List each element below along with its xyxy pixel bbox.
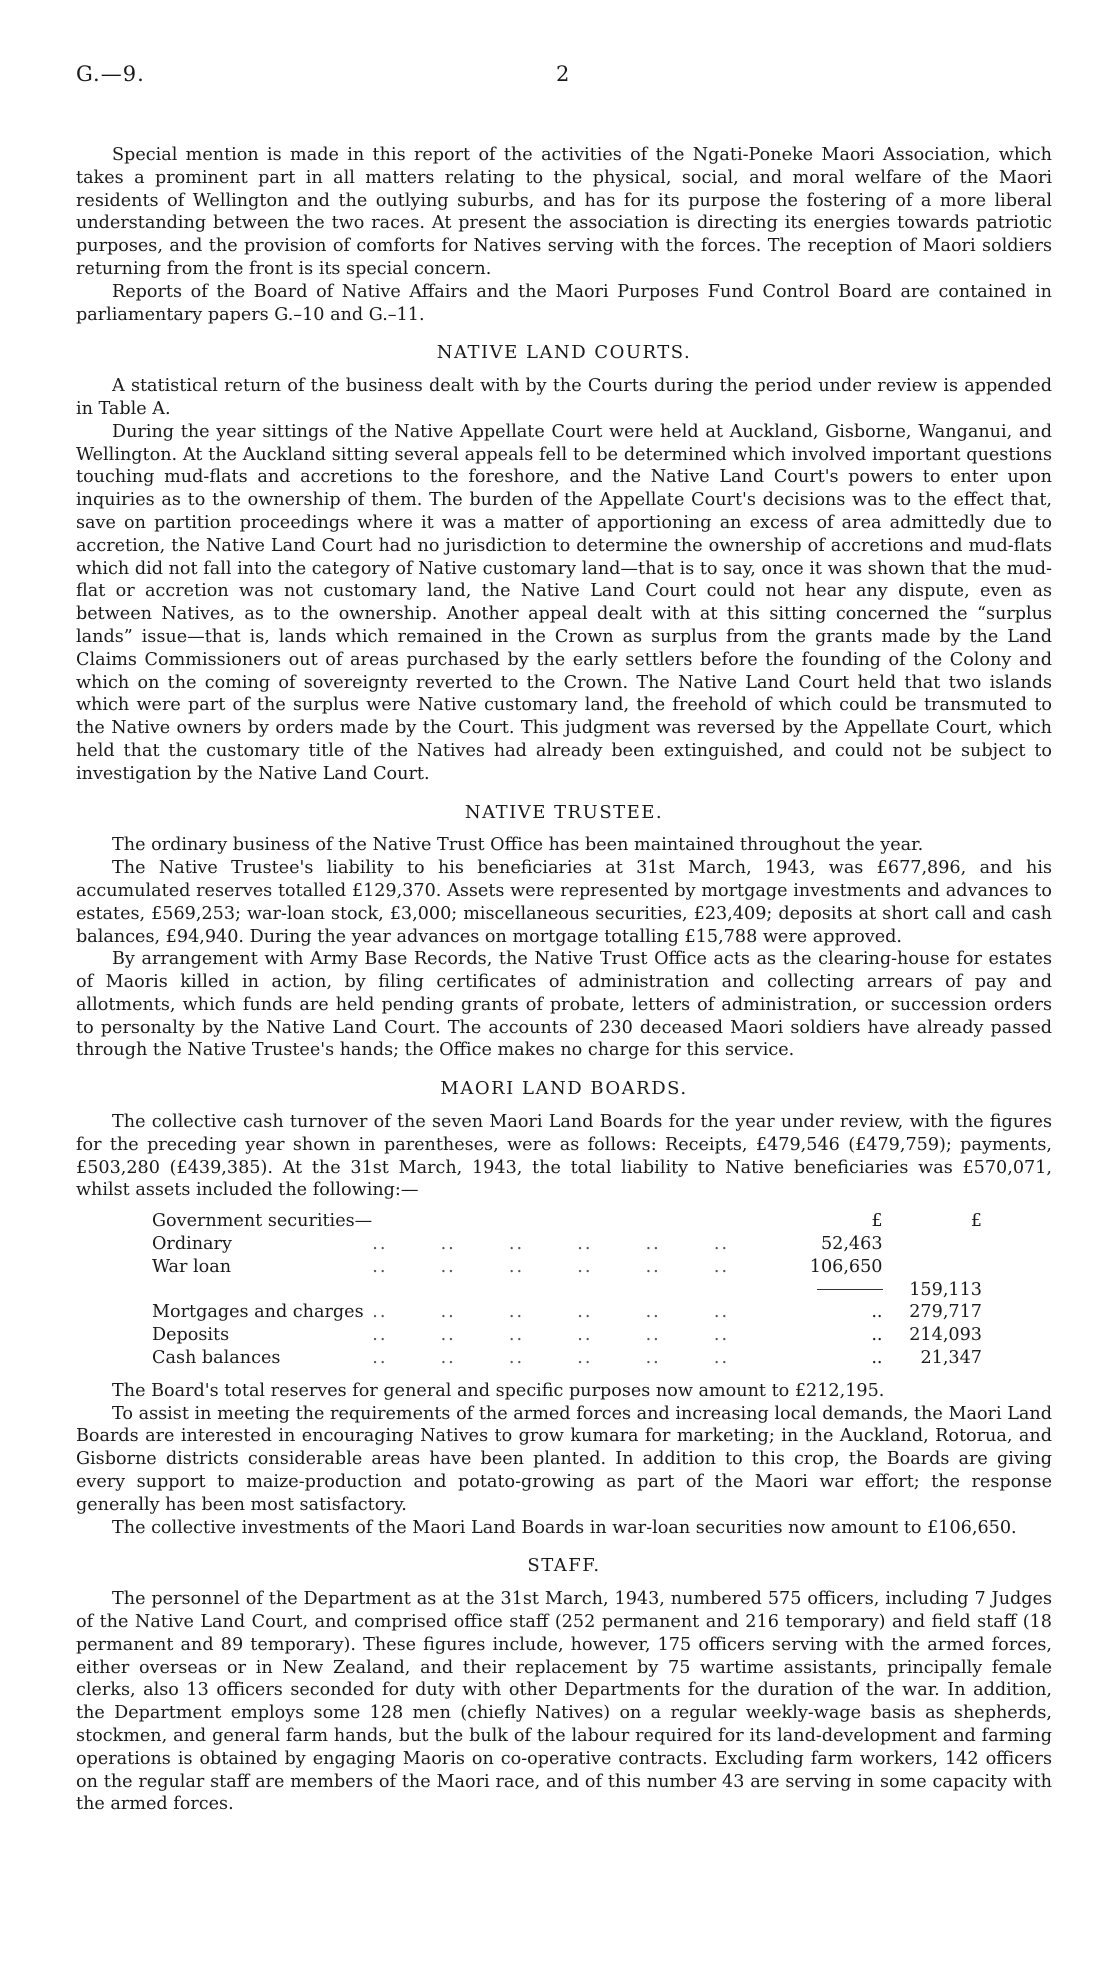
paragraph: The Board's total reserves for general and specific purposes now amount to £212,195. xyxy=(112,1380,885,1401)
table-row xyxy=(152,1233,982,1256)
row-amount: 52,463 xyxy=(820,1234,883,1255)
column-header: £ xyxy=(970,1211,982,1232)
row-label: Mortgages and charges xyxy=(152,1302,364,1323)
paragraph: To assist in meeting the requirements of the armed forces and increasing local demands, the Maori Land Boards are interested in encouraging Natives to grow kumara for marketing; in the Auckland, Rotorua, and Gisborne districts considerable areas have been planted. In addition to this crop, the Boards are giving every support to maize-production and potato-growing as part of the Maori war effort; the response generally has been most satisfactory. xyxy=(76,1403,1052,1515)
column-header: £ xyxy=(871,1211,883,1232)
table-header-row xyxy=(152,1210,982,1233)
paragraph: By arrangement with Army Base Records, the Native Trust Office acts as the clearing-house for estates of Maoris killed in action, by filing certificates of administration and collecting arrears of pay and allotments, which funds are held pending grants of probate, letters of administration, or succession orders to personalty by the Native Land Court. The accounts of 230 deceased Maori soldiers have already passed through the Native Trustee's hands; the Office makes no charge for this service. xyxy=(76,949,1052,1061)
row-label: Cash balances xyxy=(152,1348,281,1369)
row-label: Ordinary xyxy=(152,1234,232,1255)
section-heading-staff: STAFF. xyxy=(527,1555,601,1577)
leader-dots: .. .. .. .. .. .. xyxy=(372,1325,730,1346)
table-row: Mortgages and charges .. .. .. .. .. .. .. 279,717 xyxy=(152,1302,982,1323)
paragraph: The collective cash turnover of the seven Maori Land Boards for the year under review, with the figures for the preceding year shown in parentheses, were as follows: Receipts, £479,546 (£479,759); payments, £503,280 (£439,385). At the 31st March, 1943, the total liability to Native beneficiaries was £570,071, whilst assets included the following:— xyxy=(76,1112,1052,1201)
paragraph: The ordinary business of the Native Trust Office has been maintained throughout the year. xyxy=(112,835,924,856)
paragraph: The personnel of the Department as at the 31st March, 1943, numbered 575 officers, including 7 Judges of the Native Land Court, and comprised office staff (252 permanent and 216 temporary) and field staff (18 permanent and 89 temporary). These figures include, however, 175 officers serving with the armed forces, either overseas or in New Zealand, and their replacement by 75 wartime assistants, principally female clerks, also 13 officers seconded for duty with other Departments for the duration of the war. In addition, the Department employs some 128 men (chiefly Natives) on a regular weekly-wage basis as shepherds, stockmen, and general farm hands, but the bulk of the labour required for its land-development and farming operations is obtained by engaging Maoris on co-operative contracts. Excluding farm workers, 142 officers on the regular staff are members of the Maori race, and of this number 43 are serving in some capacity with the armed forces. xyxy=(76,1589,1052,1815)
section-heading-native-trustee: NATIVE TRUSTEE. xyxy=(464,801,664,823)
row-label: War loan xyxy=(152,1256,232,1277)
document-page xyxy=(76,56,1052,1816)
row-label: Deposits xyxy=(152,1325,230,1346)
paragraph: The Native Trustee's liability to his beneficiaries at 31st March, 1943, was £677,896, and his accumulated reserves totalled £129,370. Assets were represented by mortgage investments and advances to estates, £569,253; war-loan stock, £3,000; miscellaneous securities, £23,409; deposits at short call and cash balances, £94,940. During the year advances on mortgage totalling £15,788 were approved. xyxy=(76,858,1052,947)
section-heading-native-land-courts: NATIVE LAND COURTS. xyxy=(436,342,692,364)
section-heading-maori-land-boards: MAORI LAND BOARDS. xyxy=(440,1078,688,1100)
paragraph: The collective investments of the Maori Land Boards in war-loan securities now amount to £106,650. xyxy=(112,1517,1017,1538)
page-header xyxy=(76,56,1052,96)
row-amount: 279,717 xyxy=(909,1302,982,1323)
table-row: Cash balances .. .. .. .. .. .. .. 21,347 xyxy=(152,1348,982,1369)
table-row xyxy=(152,1256,982,1279)
leader-dots: .. .. .. .. .. .. xyxy=(372,1302,730,1323)
paragraph: During the year sittings of the Native Appellate Court were held at Auckland, Gisborne, Wanganui, and Wellington. At the Auckland sitting several appeals fell to be determined which involved important questions touching mud-flats and accretions to the foreshore, and the Native Land Court's powers to enter upon inquiries as to the ownership of them. The burden of the Appellate Court's decisions was to the effect that, save on partition proceedings where it was a matter of apportioning an excess of area admittedly due to accretion, the Native Land Court had no jurisdiction to determine the ownership of accretions and mud-flats which did not fall into the category of Native customary land—that is to say, once it was shown that the mud-flat or accretion was not customary land, the Native Land Court could not hear any dispute, even as between Natives, as to the ownership. Another appeal dealt with at this sitting concerned the “surplus lands” issue—that is, lands which remained in the Crown as surplus from the grants made by the Land Claims Commissioners out of areas purchased by the early settlers before the founding of the Colony and which on the coming of sovereignty reverted to the Crown. The Native Land Court held that two islands which were part of the surplus were Native customary land, the freehold of which could be transmuted to the Native owners by orders made by the Court. This judgment was reversed by the Appellate Court, which held that the customary title of the Natives had already been extinguished, and could not be subject to investigation by the Native Land Court. xyxy=(76,421,1052,784)
leader-dots: .. .. .. .. .. .. xyxy=(372,1256,730,1277)
document-code: G.—9. xyxy=(76,62,145,86)
paragraph: A statistical return of the business dealt with by the Courts during the period under review is appended in Table A. xyxy=(76,376,1052,419)
leader-dots: .. .. .. .. .. .. xyxy=(372,1234,730,1255)
table-row: Deposits .. .. .. .. .. .. .. 214,093 xyxy=(152,1325,982,1346)
row-amount: 106,650 xyxy=(809,1256,883,1277)
assets-table xyxy=(152,1210,982,1370)
subtotal-rule xyxy=(817,1289,883,1290)
subtotal-row xyxy=(152,1279,982,1302)
group-label: Government securities— xyxy=(152,1211,373,1232)
leader-dots: .. .. .. .. .. .. xyxy=(372,1348,730,1369)
subtotal-amount: 159,113 xyxy=(909,1279,982,1300)
document-body xyxy=(76,144,1052,1816)
page-number: 2 xyxy=(556,62,570,86)
row-amount: 214,093 xyxy=(909,1325,982,1346)
paragraph: Special mention is made in this report of the activities of the Ngati-Poneke Maori Association, which takes a prominent part in all matters relating to the physical, social, and moral welfare of the Maori residents of Wellington and the outlying suburbs, and has for its purpose the fostering of a more liberal understanding between the two races. At present the association is directing its energies towards patriotic purposes, and the provision of comforts for Natives serving with the forces. The reception of Maori soldiers returning from the front is its special concern. xyxy=(76,145,1052,279)
row-amount: 21,347 xyxy=(920,1348,982,1369)
paragraph: Reports of the Board of Native Affairs and the Maori Purposes Fund Control Board are contained in parliamentary papers G.–10 and G.–11. xyxy=(76,281,1052,325)
